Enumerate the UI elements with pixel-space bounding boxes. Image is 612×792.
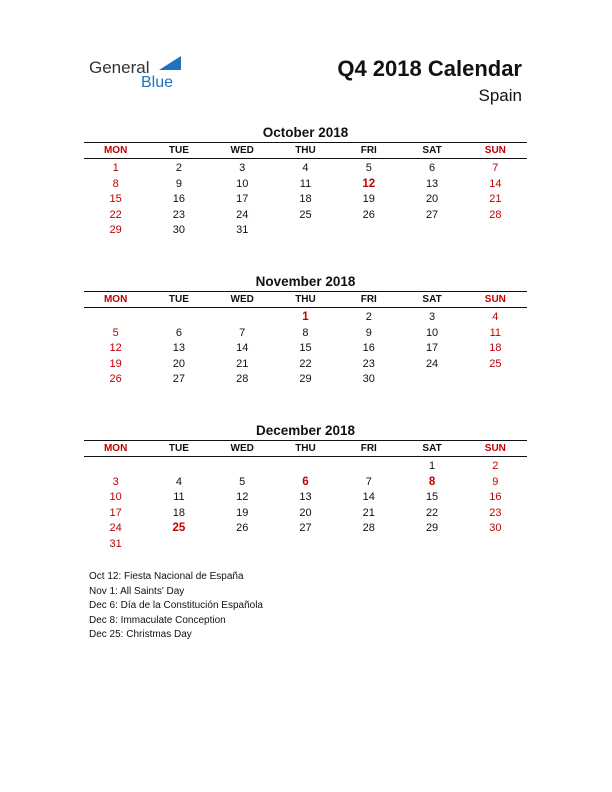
day-cell: 1 <box>302 311 309 323</box>
day-cell: 5 <box>365 162 372 174</box>
day-cell: 29 <box>425 522 439 534</box>
weekday-label: SUN <box>484 145 506 156</box>
day-cell: 13 <box>425 177 439 190</box>
day-cell: 10 <box>109 491 122 503</box>
empty-day-cell <box>400 537 463 553</box>
holiday-list <box>89 570 263 643</box>
day-cell: 4 <box>492 311 499 323</box>
empty-day-cell <box>464 372 527 388</box>
day-cell: 3 <box>112 475 119 488</box>
day-cell: 18 <box>299 193 312 205</box>
day-cell: 26 <box>236 522 249 534</box>
day-cell: 8 <box>302 326 309 339</box>
country-name: Spain <box>478 86 522 105</box>
day-cell: 19 <box>236 506 249 519</box>
day-cell: 15 <box>299 342 312 354</box>
empty-day-cell <box>147 459 210 475</box>
logo-general-text: General <box>89 58 150 77</box>
holiday-item: Dec 6: Día de la Constitución Española <box>89 600 263 611</box>
day-cell: 21 <box>236 357 249 370</box>
empty-day-cell <box>147 310 210 326</box>
day-cell: 22 <box>425 506 439 519</box>
weekday-header <box>84 291 527 308</box>
weekday-header <box>84 440 527 457</box>
month-title: December 2018 <box>255 423 356 438</box>
day-cell: 14 <box>489 177 502 190</box>
day-cell: 20 <box>425 193 439 205</box>
day-cell: 12 <box>236 491 249 503</box>
day-cell: 2 <box>365 311 372 323</box>
day-cell: 23 <box>362 357 375 370</box>
day-cell: 16 <box>489 491 502 503</box>
day-cell: 30 <box>172 224 186 236</box>
day-cell: 19 <box>109 357 122 370</box>
empty-day-cell <box>337 459 400 475</box>
day-cell: 4 <box>302 162 309 174</box>
empty-day-cell <box>400 223 463 239</box>
weekday-label: SAT <box>422 443 442 454</box>
holiday-item: Dec 8: Immaculate Conception <box>89 614 226 626</box>
day-cell: 1 <box>429 460 436 472</box>
day-cell: 31 <box>109 537 122 550</box>
day-cell: 15 <box>109 193 122 205</box>
day-cell: 25 <box>489 357 502 370</box>
holiday-item: Oct 12: Fiesta Nacional de España <box>89 571 244 582</box>
empty-day-cell <box>84 459 147 475</box>
day-cell: 9 <box>365 326 372 339</box>
day-cell: 19 <box>362 193 375 205</box>
day-cell: 27 <box>425 208 439 221</box>
weekday-label: MON <box>103 443 128 454</box>
day-cell: 20 <box>172 357 186 370</box>
day-cell: 7 <box>492 162 499 174</box>
weekday-label: TUE <box>168 443 189 454</box>
day-cell: 16 <box>362 342 375 354</box>
day-cell: 9 <box>175 177 182 190</box>
logo-triangle-icon <box>159 56 181 70</box>
day-cell: 29 <box>109 224 122 236</box>
day-cell: 7 <box>365 475 372 488</box>
day-grid <box>84 161 527 239</box>
day-cell: 6 <box>429 162 436 174</box>
day-grid <box>84 459 527 552</box>
weekday-label: SAT <box>422 145 442 156</box>
day-cell: 8 <box>112 177 119 190</box>
month-title: October 2018 <box>262 125 349 140</box>
day-cell: 31 <box>236 224 249 236</box>
day-cell: 6 <box>175 326 182 339</box>
empty-day-cell <box>211 310 274 326</box>
day-cell: 20 <box>299 506 312 519</box>
day-cell: 18 <box>489 342 502 354</box>
empty-day-cell <box>400 372 463 388</box>
weekday-label: SUN <box>484 294 506 305</box>
day-cell: 3 <box>429 311 436 323</box>
weekday-header <box>84 142 527 159</box>
day-cell: 17 <box>109 506 122 519</box>
day-cell: 3 <box>239 162 246 174</box>
day-cell: 10 <box>425 326 439 339</box>
weekday-label: FRI <box>360 443 377 454</box>
weekday-label: WED <box>230 443 254 454</box>
day-cell: 13 <box>299 491 312 503</box>
day-cell: 7 <box>239 326 246 339</box>
day-cell: 11 <box>489 326 502 339</box>
day-cell: 22 <box>109 208 122 221</box>
weekday-label: SUN <box>484 443 506 454</box>
holiday-item: Nov 1: All Saints' Day <box>89 585 185 597</box>
day-cell: 10 <box>236 177 249 190</box>
day-cell: 8 <box>428 475 436 488</box>
day-cell: 11 <box>173 491 185 503</box>
day-cell: 24 <box>109 522 122 534</box>
day-cell: 5 <box>239 475 246 488</box>
empty-day-cell <box>274 459 337 475</box>
day-cell: 12 <box>362 177 376 190</box>
empty-day-cell <box>274 223 337 239</box>
day-cell: 28 <box>236 373 249 385</box>
day-cell: 5 <box>112 326 119 339</box>
day-cell: 2 <box>175 162 182 174</box>
day-cell: 14 <box>236 342 249 354</box>
day-cell: 28 <box>489 208 502 221</box>
day-cell: 15 <box>425 491 439 503</box>
empty-day-cell <box>211 537 274 553</box>
day-cell: 30 <box>362 373 375 385</box>
day-cell: 17 <box>425 342 439 354</box>
weekday-label: MON <box>103 294 128 305</box>
day-cell: 11 <box>299 177 312 190</box>
day-cell: 29 <box>299 373 312 385</box>
page-title: Q4 2018 Calendar <box>337 56 522 81</box>
day-cell: 25 <box>299 208 312 221</box>
day-cell: 24 <box>425 357 439 370</box>
weekday-label: SAT <box>422 294 442 305</box>
empty-day-cell <box>84 310 147 326</box>
month-block <box>84 124 527 239</box>
holiday-item: Dec 25: Christmas Day <box>89 629 192 640</box>
day-cell: 2 <box>492 460 499 472</box>
day-cell: 21 <box>362 506 375 519</box>
month-block <box>84 422 527 552</box>
day-cell: 4 <box>175 475 182 488</box>
weekday-label: MON <box>103 145 128 156</box>
weekday-label: FRI <box>360 294 377 305</box>
day-cell: 14 <box>362 491 375 503</box>
day-cell: 27 <box>299 522 312 534</box>
logo-blue-text: Blue <box>141 74 174 91</box>
empty-day-cell <box>147 537 210 553</box>
day-grid <box>84 310 527 388</box>
day-cell: 9 <box>492 475 499 488</box>
weekday-label: THU <box>295 294 316 305</box>
day-cell: 28 <box>362 522 375 534</box>
weekday-label: WED <box>230 294 254 305</box>
empty-day-cell <box>337 223 400 239</box>
day-cell: 18 <box>172 506 186 519</box>
empty-day-cell <box>464 537 527 553</box>
weekday-label: TUE <box>168 145 189 156</box>
day-cell: 23 <box>172 208 186 221</box>
day-cell: 25 <box>172 522 186 534</box>
empty-day-cell <box>464 223 527 239</box>
month-block <box>84 273 527 388</box>
empty-day-cell <box>211 459 274 475</box>
empty-day-cell <box>337 537 400 553</box>
day-cell: 12 <box>109 342 122 354</box>
day-cell: 1 <box>112 162 119 174</box>
day-cell: 24 <box>236 208 249 221</box>
day-cell: 26 <box>362 208 375 221</box>
day-cell: 13 <box>172 342 186 354</box>
weekday-label: TUE <box>168 294 189 305</box>
generalblue-logo <box>89 56 199 96</box>
weekday-label: THU <box>295 443 316 454</box>
day-cell: 21 <box>489 193 502 205</box>
day-cell: 6 <box>302 475 309 488</box>
month-title: November 2018 <box>255 274 356 289</box>
weekday-label: THU <box>295 145 316 156</box>
weekday-label: WED <box>230 145 254 156</box>
weekday-label: FRI <box>360 145 377 156</box>
day-cell: 22 <box>299 357 312 370</box>
day-cell: 26 <box>109 373 122 385</box>
day-cell: 27 <box>172 373 186 385</box>
empty-day-cell <box>274 537 337 553</box>
day-cell: 17 <box>236 193 249 205</box>
day-cell: 30 <box>489 522 502 534</box>
day-cell: 16 <box>172 193 186 205</box>
day-cell: 23 <box>489 506 502 519</box>
